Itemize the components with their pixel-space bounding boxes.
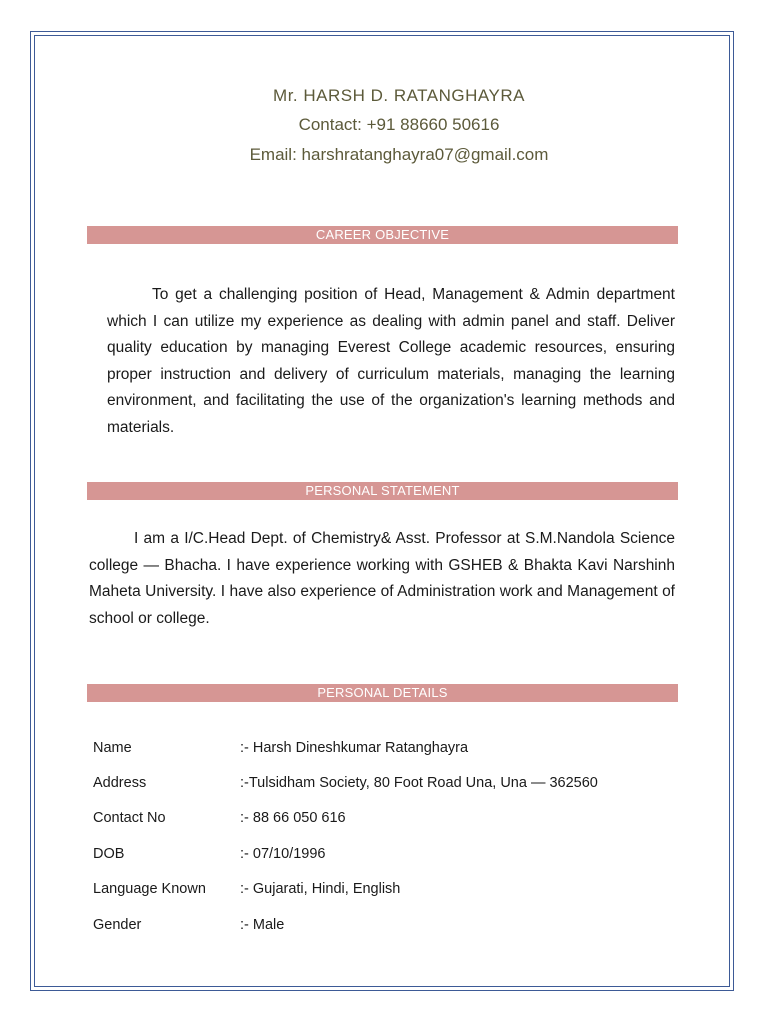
email-address: Email: harshratanghayra07@gmail.com <box>249 145 549 164</box>
personal-statement-text: I am a I/C.Head Dept. of Chemistry& Asst. Professor at S.M.Nandola Science college — Bhacha. I have experience working with GSHEB & Bhakta Kavi Narshinh Maheta University. I have also experience of Administration work and Management of school or college. <box>89 530 675 627</box>
details-value: :- Harsh Dineshkumar Ratanghayra <box>240 739 469 756</box>
personal-details-table <box>93 730 653 942</box>
details-value: :- 07/10/1996 <box>240 845 326 862</box>
details-label: Name <box>93 739 132 756</box>
details-label: Language Known <box>93 881 206 898</box>
details-label: Contact No <box>93 810 166 827</box>
details-row-address <box>93 765 653 800</box>
details-value: :- Gujarati, Hindi, English <box>240 881 401 898</box>
details-row-language <box>93 872 653 907</box>
details-row-gender <box>93 907 653 942</box>
section-heading-career-objective: CAREER OBJECTIVE <box>87 226 678 244</box>
contact-number: Contact: +91 88660 50616 <box>298 115 500 134</box>
details-row-name <box>93 730 653 765</box>
section-heading-personal-details: PERSONAL DETAILS <box>87 684 678 702</box>
section-heading-personal-statement: PERSONAL STATEMENT <box>87 482 678 500</box>
resume-header <box>0 84 768 167</box>
details-row-contact <box>93 801 653 836</box>
details-row-dob <box>93 836 653 871</box>
details-label: DOB <box>93 845 125 862</box>
details-value: :- Male <box>240 916 285 933</box>
details-value: :-Tulsidham Society, 80 Foot Road Una, Una — 362560 <box>240 775 598 792</box>
career-objective-text: To get a challenging position of Head, Management & Admin department which I can utilize my experience as dealing with admin panel and staff. Deliver quality education by managing Everest College academic resources, ensuring proper instruction and delivery of curriculum materials, managing the learning environment, and facilitating the use of the organization's learning methods and materials. <box>107 286 675 436</box>
details-label: Address <box>93 775 147 792</box>
details-value: :- 88 66 050 616 <box>240 810 346 827</box>
details-label: Gender <box>93 916 142 933</box>
candidate-name: Mr. HARSH D. RATANGHAYRA <box>273 86 525 105</box>
